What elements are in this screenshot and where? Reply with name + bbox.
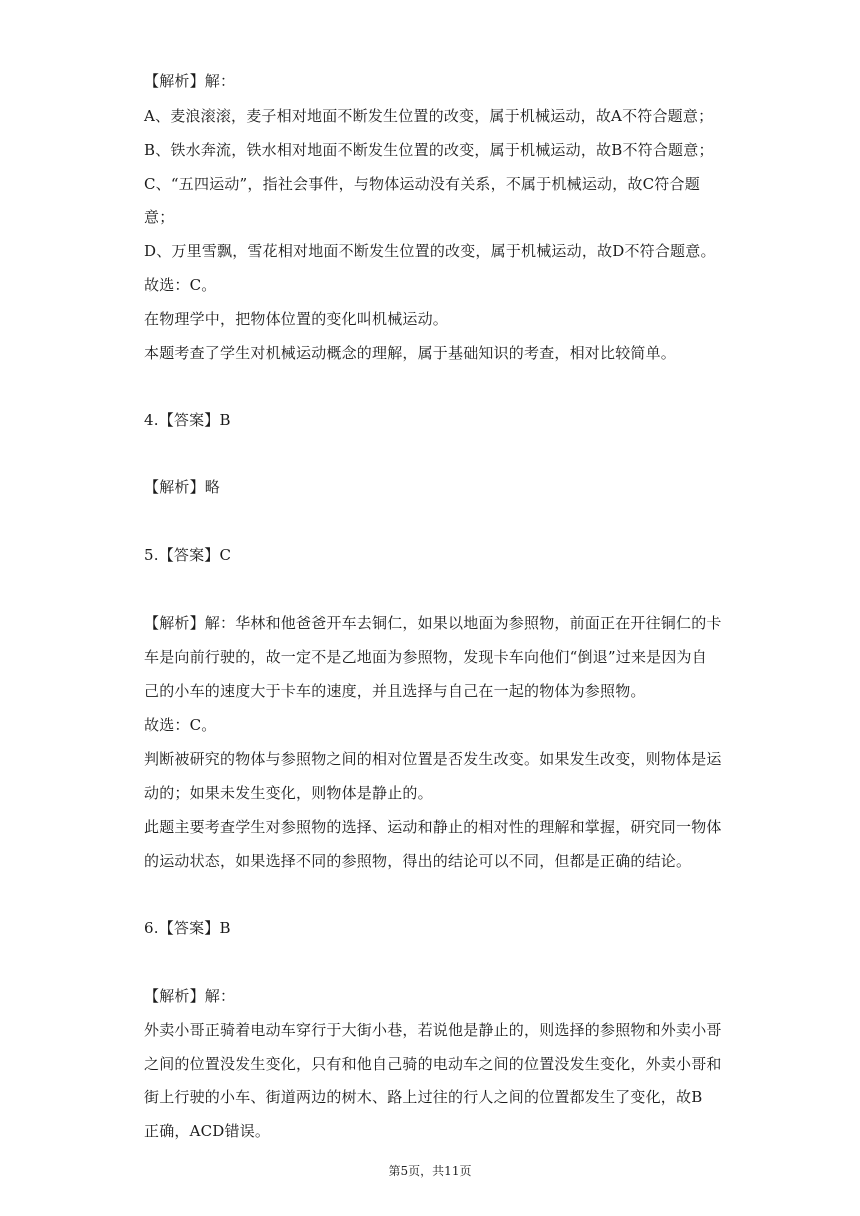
text-line: C、“五四运动”，指社会事件，与物体运动没有关系，不属于机械运动，故C符合题 (144, 175, 700, 193)
text-line: 此题主要考查学生对参照物的选择、运动和静止的相对性的理解和掌握，研究同一物体 (144, 818, 722, 836)
text-line: 意； (144, 208, 175, 226)
text-line: 之间的位置没发生变化，只有和他自己骑的电动车之间的位置没发生变化，外卖小哥和 (144, 1055, 722, 1073)
text-line: 【解析】略 (144, 478, 221, 496)
text-line: 在物理学中，把物体位置的变化叫机械运动。 (144, 310, 449, 328)
text-line: 动的；如果未发生变化，则物体是静止的。 (144, 784, 433, 802)
text-line: 故选：C。 (144, 716, 217, 734)
page-footer: 第5页，共11页 (388, 1164, 472, 1178)
answer-heading: 5.【答案】C (144, 546, 232, 564)
answer-heading: 6.【答案】B (144, 919, 231, 937)
text-line: 街上行驶的小车、街道两边的树木、路上过往的行人之间的位置都发生了变化，故B (144, 1088, 703, 1106)
text-line: 外卖小哥正骑着电动车穿行于大街小巷，若说他是静止的，则选择的参照物和外卖小哥 (144, 1021, 722, 1039)
text-line: 本题考查了学生对机械运动概念的理解，属于基础知识的考查，相对比较简单。 (144, 344, 677, 362)
text-line: B、铁水奔流，铁水相对地面不断发生位置的改变，属于机械运动，故B不符合题意； (144, 141, 714, 159)
text-line: 正确，ACD错误。 (144, 1122, 271, 1140)
text-line: 【解析】解： (144, 987, 236, 1005)
text-line: D、万里雪飘，雪花相对地面不断发生位置的改变，属于机械运动，故D不符合题意。 (144, 242, 716, 260)
text-line: 【解析】解：华林和他爸爸开车去铜仁，如果以地面为参照物，前面正在开往铜仁的卡 (144, 614, 722, 632)
text-line: A、麦浪滚滚，麦子相对地面不断发生位置的改变，属于机械运动，故A不符合题意； (144, 107, 714, 125)
text-line: 的运动状态，如果选择不同的参照物，得出的结论可以不同，但都是正确的结论。 (144, 852, 692, 870)
text-line: 己的小车的速度大于卡车的速度，并且选择与自己在一起的物体为参照物。 (144, 682, 646, 700)
text-line: 【解析】解： (144, 72, 236, 90)
answer-heading: 4.【答案】B (144, 411, 231, 429)
text-line: 判断被研究的物体与参照物之间的相对位置是否发生改变。如果发生改变，则物体是运 (144, 750, 722, 768)
text-line: 车是向前行驶的，故一定不是乙地面为参照物，发现卡车向他们“倒退”过来是因为自 (144, 648, 707, 666)
text-line: 故选：C。 (144, 276, 217, 294)
